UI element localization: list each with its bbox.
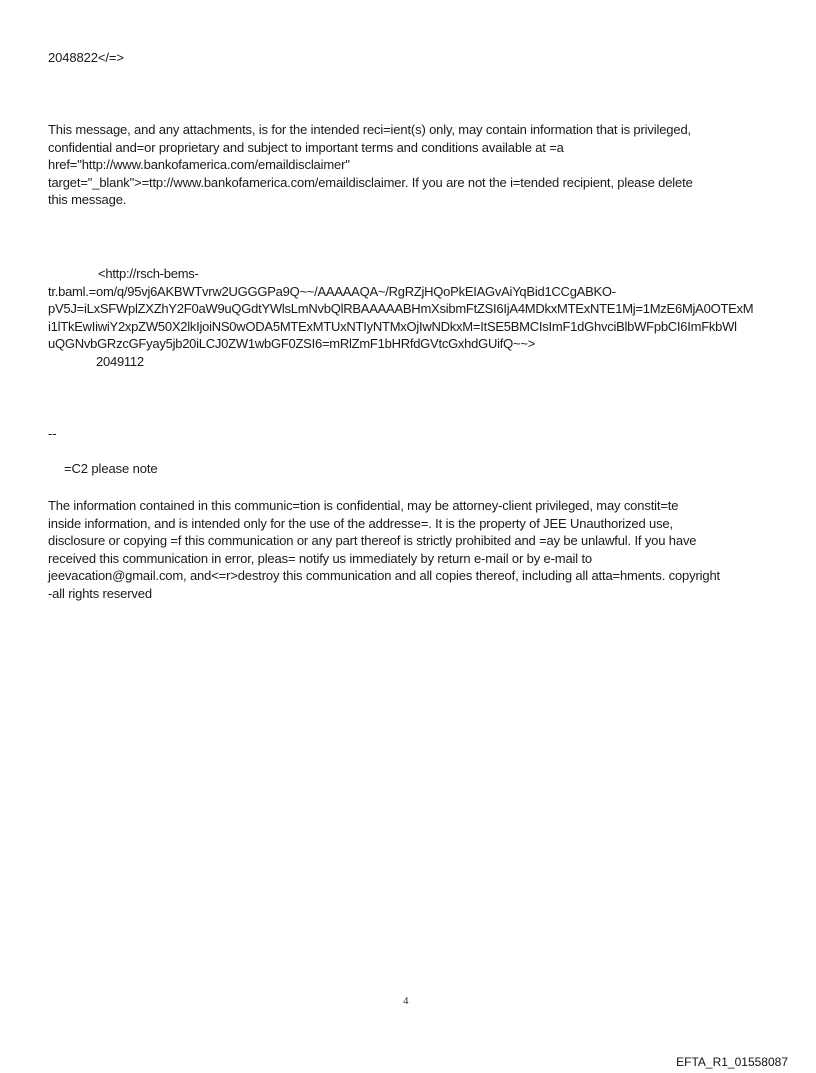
- link-line: tr.baml.=om/q/95vj6AKBWTvrw2UGGGPa9Q~~/AAAAAQA~/RgRZjHQoPkEIAGvAiYqBid1CCgABKO-: [48, 283, 616, 299]
- disclaimer-line: confidential and=or proprietary and subject to important terms and conditions available at =a: [48, 139, 564, 155]
- confidentiality-line: The information contained in this communic=tion is confidential, may be attorney-client privileged, may constit=te: [48, 498, 679, 513]
- link-line: uQGNvbGRzcGFyay5jb20iLCJ0ZW1wbGF0ZSI6=mRlZmF1bHRfdGVtcGxhdGUifQ~~>: [48, 336, 536, 351]
- separator: --: [48, 426, 57, 441]
- confidentiality-line: received this communication in error, pleas= notify us immediately by return e-mail or by e-mail to: [48, 550, 593, 566]
- disclaimer-line: href="http://www.bankofamerica.com/emaildisclaimer": [48, 157, 350, 172]
- disclaimer-line: target="_blank">=ttp://www.bankofamerica.com/emaildisclaimer. If you are not the i=tended recipient, please delete: [48, 174, 693, 190]
- confidentiality-paragraph: [48, 497, 778, 602]
- link-line: <http://rsch-bems-: [98, 266, 199, 281]
- confidentiality-line: jeevacation@gmail.com, and<=r>destroy this communication and all copies thereof, including all atta=hments. copyright: [48, 568, 721, 583]
- disclaimer-line: This message, and any attachments, is for the intended reci=ient(s) only, may contain information that is privileged,: [48, 122, 692, 137]
- link-id: 2049112: [96, 353, 144, 369]
- confidentiality-line: -all rights reserved: [48, 585, 152, 601]
- link-block: [48, 265, 778, 370]
- disclaimer-line: this message.: [48, 192, 127, 207]
- please-note: =C2 please note: [64, 461, 158, 476]
- confidentiality-line: disclosure or copying =f this communication or any part thereof is strictly prohibited and =ay be unlawful. If you have: [48, 533, 697, 548]
- document-id: EFTA_R1_01558087: [676, 1055, 788, 1069]
- link-line: i1lTkEwIiwiY2xpZW50X2lkIjoiNS0wODA5MTExMTUxNTIyNTMxOjIwNDkxM=ItSE5BMCIsImF1dGhvciBlbWFpbCI6ImFkbWl: [48, 318, 737, 334]
- link-line: pV5J=iLxSFWplZXZhY2F0aW9uQGdtYWlsLmNvbQlRBAAAAABHmXsibmFtZSI6IjA4MDkxMTExNTE1Mj=1MzE6MjA0OTExM: [48, 301, 754, 316]
- disclaimer-paragraph: [48, 121, 778, 209]
- confidentiality-line: inside information, and is intended only for the use of the addresse=. It is the property of JEE Unauthorized use,: [48, 515, 673, 531]
- page-number: 4: [403, 995, 409, 1007]
- top-line: 2048822</=>: [48, 50, 124, 65]
